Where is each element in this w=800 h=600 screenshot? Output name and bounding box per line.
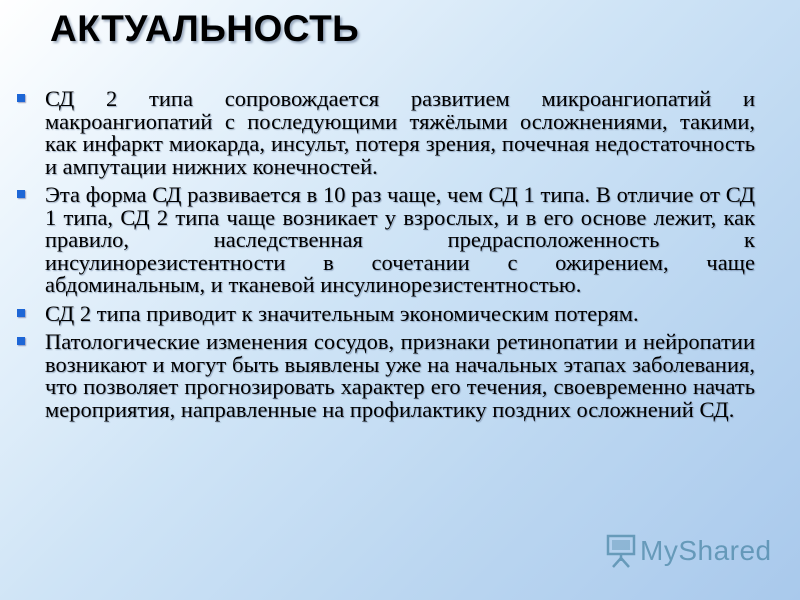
square-bullet-icon [17, 337, 25, 345]
bullet-text: СД 2 типа сопровождается развитием микроангиопатий и макроангиопатий с последующими тяжёлыми осложнениями, такими, как инфаркт миокарда, инсульт, потеря зрения, почечная недостаточность и ампутации нижних конечностей. [45, 86, 755, 179]
bullet-text: Эта форма СД развивается в 10 раз чаще, чем СД 1 типа. В отличие от СД 1 типа, СД 2 типа чаще возникает у взрослых, и в его основе лежит, как правило, наследственная предрасположенность к инсулинорезистентности в сочетании с ожирением, чаще абдоминальным, и тканевой инсулинорезистентностью. [45, 182, 755, 297]
bullet-item [17, 331, 755, 421]
watermark [606, 534, 772, 568]
bullet-item [17, 300, 755, 326]
square-bullet-icon [17, 94, 25, 102]
bullet-text: Патологические изменения сосудов, признаки ретинопатии и нейропатии возникают и могут быть выявлены уже на начальных этапах заболевания, что позволяет прогнозировать характер его течения, своевременно начать мероприятия, направленные на профилактику поздних осложнений СД. [45, 329, 755, 422]
slide-title: АКТУАЛЬНОСТЬ [50, 8, 360, 49]
bullet-item [17, 88, 755, 178]
watermark-text: MyShared [640, 535, 772, 566]
bullet-list [17, 88, 755, 421]
square-bullet-icon [17, 190, 25, 198]
bullet-item [17, 184, 755, 297]
square-bullet-icon [17, 309, 25, 317]
presentation-board-icon [606, 534, 636, 568]
bullet-text: СД 2 типа приводит к значительным экономическим потерям. [45, 300, 639, 326]
